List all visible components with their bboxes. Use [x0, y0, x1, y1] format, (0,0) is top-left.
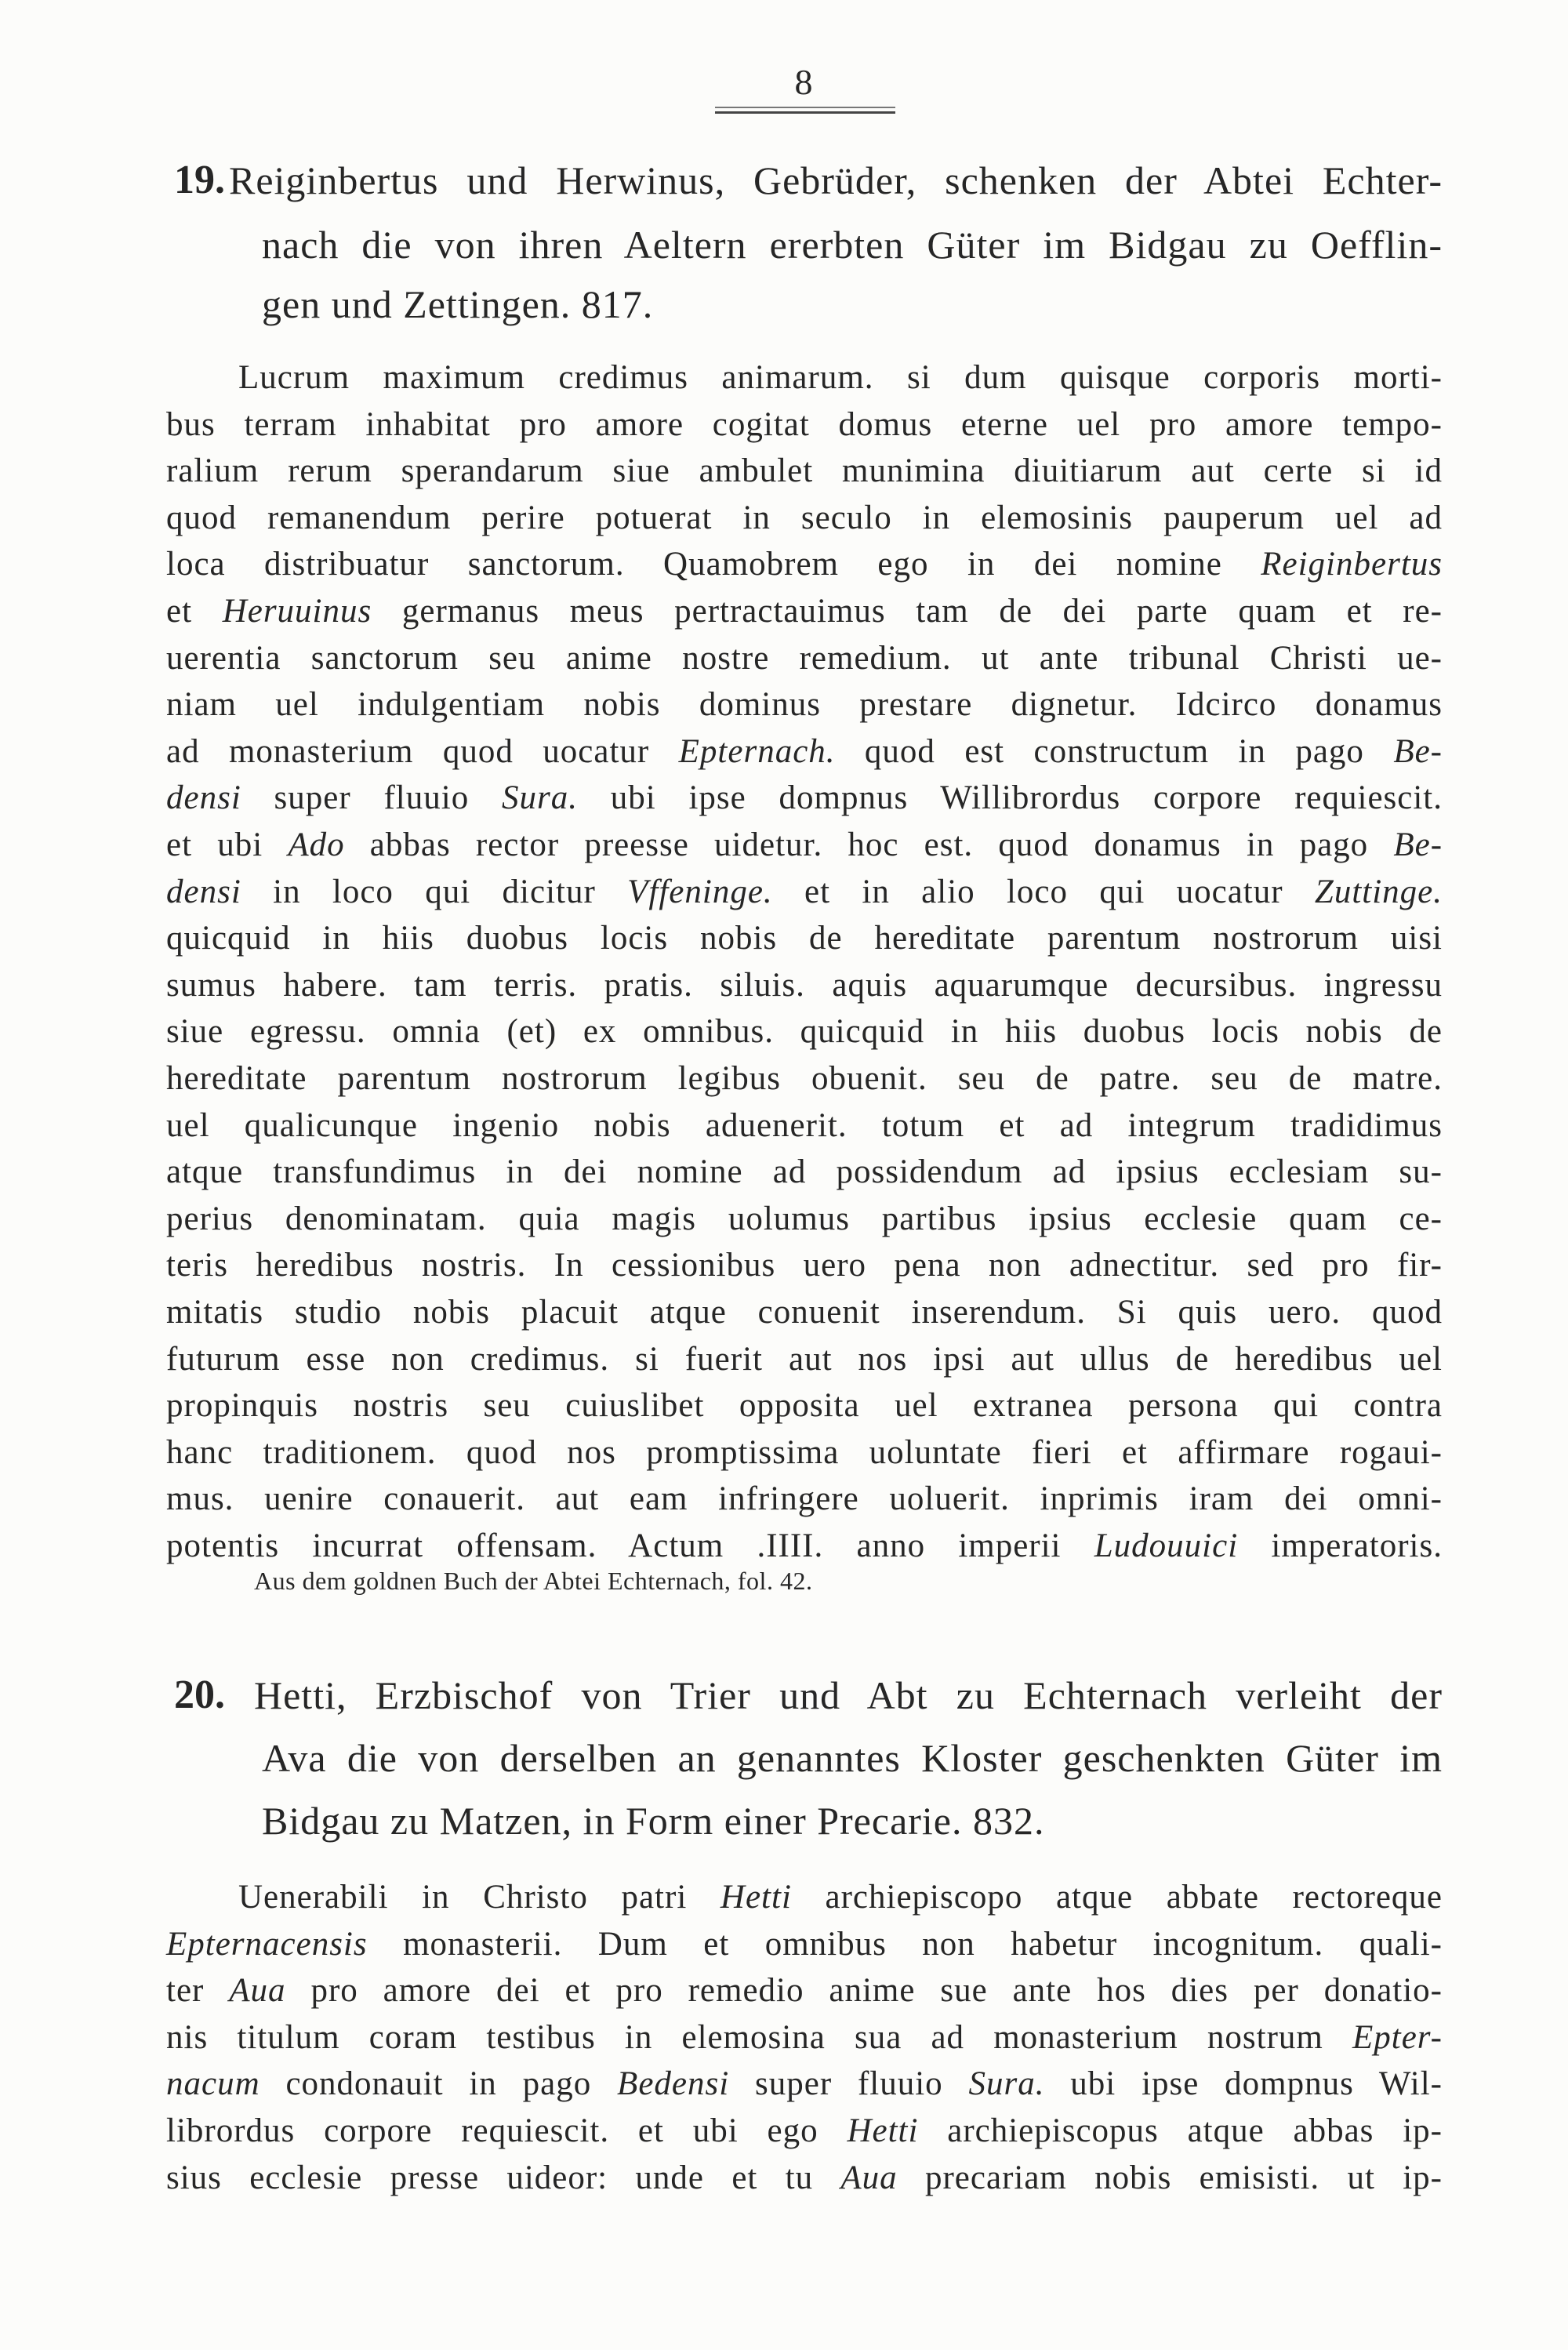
document-20-heading-line: Ava die von derselben an genanntes Kloster geschenkten Güter im	[262, 1736, 1443, 1780]
text-segment: uerentia sanctorum seu anime nostre remedium. ut ante tribunal Christi ue-	[166, 639, 1443, 677]
text-segment: nis titulum coram testibus in elemosina sua ad monasterium nostrum	[166, 2018, 1352, 2056]
text-segment: atque transfundimus in dei nomine ad possidendum ad ipsius ecclesiam su-	[166, 1153, 1443, 1191]
italic-name: Bedensi	[617, 2065, 730, 2103]
text-segment: bus terram inhabitat pro amore cogitat domus eterne uel pro amore tempo-	[166, 405, 1443, 443]
text-segment: super fluuio	[729, 2065, 969, 2103]
text-line	[166, 1102, 1443, 1149]
italic-name: Sura.	[968, 2065, 1045, 2103]
text-line	[166, 2108, 1443, 2154]
italic-name: Sura.	[501, 779, 578, 817]
text-line	[166, 915, 1443, 961]
text-segment: librordus corpore requiescit. et ubi ego	[166, 2112, 848, 2149]
italic-name: Heruuinus	[222, 593, 372, 630]
text-segment: imperatoris.	[1238, 1527, 1443, 1564]
text-segment: hanc traditionem. quod nos promptissima uoluntate fieri et affirmare rogaui-	[166, 1433, 1443, 1471]
text-line	[238, 354, 1443, 401]
text-line	[166, 1921, 1443, 1967]
text-segment: et in alio loco qui uocatur	[772, 873, 1315, 910]
text-line	[166, 1523, 1443, 1569]
document-19-heading-line: Reiginbertus und Herwinus, Gebrüder, schenken der Abtei Echter-	[229, 158, 1443, 202]
text-line	[166, 2061, 1443, 2107]
text-segment: niam uel indulgentiam nobis dominus prestare dignetur. Idcirco donamus	[166, 686, 1443, 724]
text-segment: abbas rector preesse uidetur. hoc est. quod donamus in pago	[344, 826, 1394, 863]
text-line	[166, 401, 1443, 448]
text-line	[166, 962, 1443, 1008]
text-line	[166, 635, 1443, 681]
text-segment: perius denominatam. quia magis uolumus partibus ipsius ecclesie quam ce-	[166, 1200, 1443, 1237]
text-line	[166, 1196, 1443, 1242]
text-segment: sumus habere. tam terris. pratis. siluis. aquis aquarumque decursibus. ingressu	[166, 966, 1443, 1004]
text-segment: archiepiscopus atque abbas ip-	[918, 2112, 1443, 2149]
text-line	[166, 1336, 1443, 1382]
page-number: 8	[794, 62, 813, 102]
text-line	[166, 1055, 1443, 1102]
text-line	[166, 1242, 1443, 1288]
text-segment: precariam nobis emisisti. ut ip-	[897, 2159, 1443, 2196]
italic-name: Be-	[1393, 732, 1443, 770]
text-segment: futurum esse non credimus. si fuerit aut nos ipsi aut ullus de heredibus uel	[166, 1340, 1443, 1378]
text-segment: condonauit in pago	[260, 2065, 618, 2103]
text-segment: quicquid in hiis duobus locis nobis de hereditate parentum nostrorum uisi	[166, 920, 1443, 957]
document-20-heading-line: Hetti, Erzbischof von Trier und Abt zu Echternach verleiht der	[254, 1673, 1443, 1717]
text-line	[166, 495, 1443, 541]
text-line	[166, 541, 1443, 587]
text-segment: mitatis studio nobis placuit atque conuenit inserendum. Si quis uero. quod	[166, 1294, 1443, 1331]
text-line	[166, 1289, 1443, 1335]
italic-name: Zuttinge.	[1314, 873, 1443, 910]
italic-name: Aua	[229, 1972, 286, 2010]
italic-name: Vffeninge.	[627, 873, 773, 910]
page-number-rule	[715, 107, 895, 108]
text-line	[166, 728, 1443, 775]
text-segment: loca distribuatur sanctorum. Quamobrem ego in dei nomine	[166, 546, 1261, 583]
text-segment: hereditate parentum nostrorum legibus obuenit. seu de patre. seu de matre.	[166, 1060, 1443, 1097]
italic-name: Epternach.	[678, 732, 836, 770]
text-line	[166, 1429, 1443, 1476]
text-line	[238, 1874, 1443, 1920]
page-number-rule-bold	[715, 111, 895, 114]
text-line	[166, 869, 1443, 915]
text-segment: et	[166, 593, 223, 630]
text-line	[166, 1476, 1443, 1522]
text-segment: quod remanendum perire potuerat in seculo in elemosinis pauperum uel ad	[166, 499, 1443, 536]
text-segment: ubi ipse dompnus Wil-	[1044, 2065, 1443, 2103]
text-segment: ter	[166, 1972, 230, 2010]
text-segment: germanus meus pertractauimus tam de dei parte quam et re-	[372, 593, 1443, 630]
italic-name: Hetti	[847, 2112, 919, 2149]
text-segment: potentis incurrat offensam. Actum .IIII. anno imperii	[166, 1527, 1094, 1564]
document-19-heading-line: nach die von ihren Aeltern ererbten Güter im Bidgau zu Oefflin-	[262, 223, 1443, 267]
italic-name: Ludouuici	[1094, 1527, 1239, 1564]
italic-name: densi	[166, 779, 241, 817]
italic-name: Hetti	[720, 1879, 792, 1916]
text-line	[166, 448, 1443, 494]
text-segment: Uenerabili in Christo patri	[238, 1879, 720, 1916]
text-line	[166, 1967, 1443, 2014]
text-segment: ubi ipse dompnus Willibrordus corpore requiescit.	[577, 779, 1443, 817]
text-segment: teris heredibus nostris. In cessionibus uero pena non adnectitur. sed pro fir-	[166, 1247, 1443, 1284]
italic-name: Reiginbertus	[1261, 546, 1443, 583]
italic-name: Ado	[288, 826, 345, 863]
document-number-20: 20.	[174, 1673, 225, 1717]
text-line	[166, 775, 1443, 821]
italic-name: Aua	[840, 2159, 898, 2196]
text-line	[166, 588, 1443, 634]
text-line	[166, 1382, 1443, 1429]
text-segment: in loco qui dicitur	[241, 873, 628, 910]
text-segment: super fluuio	[241, 779, 502, 817]
text-segment: quod est constructum in pago	[835, 732, 1394, 770]
document-19-heading-line: gen und Zettingen. 817.	[262, 282, 654, 326]
text-segment: et ubi	[166, 826, 289, 863]
text-segment: archiepiscopo atque abbate rectoreque	[791, 1879, 1443, 1916]
document-19-source-note: Aus dem goldnen Buch der Abtei Echternach, fol. 42.	[254, 1567, 813, 1595]
text-segment: uel qualicunque ingenio nobis aduenerit. totum et ad integrum tradidimus	[166, 1106, 1443, 1144]
text-segment: Lucrum maximum credimus animarum. si dum quisque corporis morti-	[238, 359, 1443, 396]
text-line	[166, 822, 1443, 868]
italic-name: nacum	[166, 2065, 260, 2103]
document-20-heading-line: Bidgau zu Matzen, in Form einer Precarie. 832.	[262, 1799, 1045, 1843]
document-number-19: 19.	[174, 158, 225, 202]
italic-name: densi	[166, 873, 241, 910]
text-segment: ralium rerum sperandarum siue ambulet munimina diuitiarum aut certe si id	[166, 452, 1443, 490]
text-line	[166, 2155, 1443, 2201]
text-line	[166, 1008, 1443, 1055]
text-segment: ad monasterium quod uocatur	[166, 732, 679, 770]
text-line	[166, 2014, 1443, 2061]
text-segment: propinquis nostris seu cuiuslibet opposita uel extranea persona qui contra	[166, 1387, 1443, 1425]
text-segment: monasterii. Dum et omnibus non habetur incognitum. quali-	[367, 1925, 1443, 1963]
text-line	[166, 681, 1443, 728]
text-segment: pro amore dei et pro remedio anime sue ante hos dies per donatio-	[285, 1972, 1443, 2010]
italic-name: Epternacensis	[166, 1925, 368, 1963]
text-segment: sius ecclesie presse uideor: unde et tu	[166, 2159, 841, 2196]
text-segment: mus. uenire conauerit. aut eam infringere uoluerit. inprimis iram dei omni-	[166, 1480, 1443, 1518]
italic-name: Epter-	[1352, 2018, 1443, 2056]
text-segment: siue egressu. omnia (et) ex omnibus. quicquid in hiis duobus locis nobis de	[166, 1013, 1443, 1051]
italic-name: Be-	[1393, 826, 1443, 863]
text-line	[166, 1149, 1443, 1195]
